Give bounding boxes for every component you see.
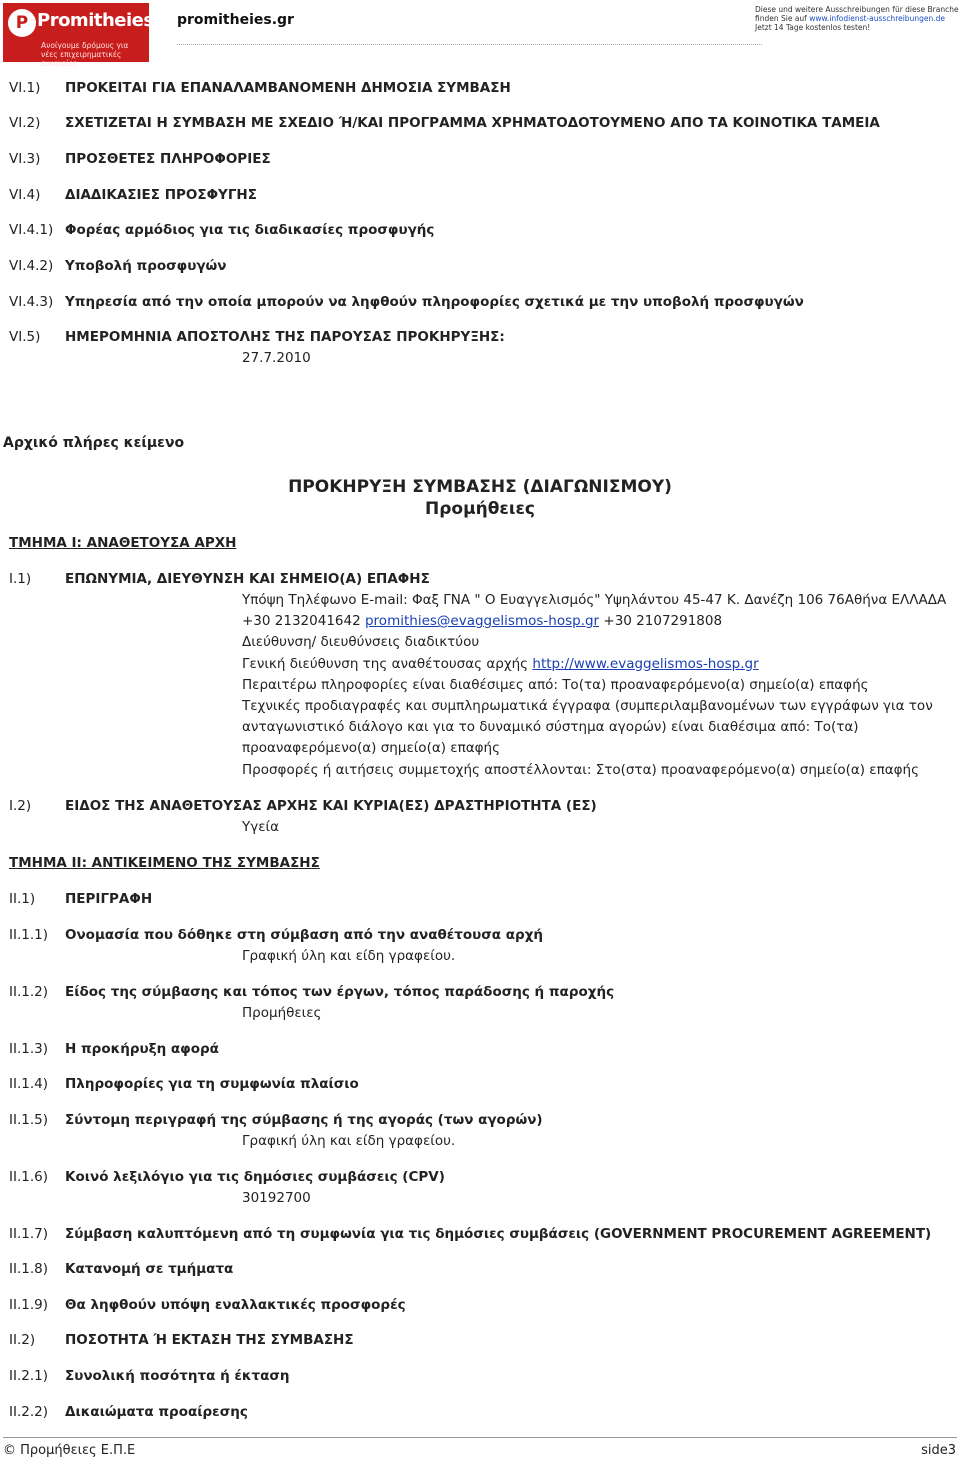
- item-number: VI.4.2): [9, 258, 54, 274]
- item-number: II.2.1): [9, 1368, 48, 1384]
- item-number: II.1.2): [9, 984, 48, 1000]
- item-label: Υποβολή προσφυγών: [65, 258, 227, 274]
- item-label: Κοινό λεξιλόγιο για τις δημόσιες συμβάσεις (CPV): [65, 1169, 445, 1185]
- item-number: II.1.1): [9, 927, 48, 943]
- item-label: Σύντομη περιγραφή της σύμβασης ή της αγοράς (των αγορών): [65, 1112, 543, 1128]
- logo-name: Promitheies.gr: [37, 10, 181, 31]
- item-label: ΠΡΟΚΕΙΤΑΙ ΓΙΑ ΕΠΑΝΑΛΑΜΒΑΝΟΜΕΝΗ ΔΗΜΟΣΙΑ ΣΥΜΒΑΣΗ: [65, 80, 511, 96]
- ad-text: Diese und weitere Ausschreibungen für diese Branche finden Sie auf: [755, 5, 959, 23]
- item-label: Δικαιώματα προαίρεσης: [65, 1404, 248, 1420]
- notice-title: ΠΡΟΚΗΡΥΞΗ ΣΥΜΒΑΣΗΣ (ΔΙΑΓΩΝΙΣΜΟΥ): [288, 477, 672, 497]
- item-label: Η προκήρυξη αφορά: [65, 1041, 219, 1057]
- item-label: Υπηρεσία από την οποία μπορούν να ληφθούν πληροφορίες σχετικά με την υποβολή προσφυγών: [65, 294, 804, 310]
- item-number: I.2): [9, 798, 32, 814]
- notice-subtitle: Προμήθειες: [425, 499, 535, 519]
- item-value: Γραφική ύλη και είδη γραφείου.: [242, 948, 456, 964]
- section-heading: ΤΜΗΜΑ II: ΑΝΤΙΚΕΙΜΕΝΟ ΤΗΣ ΣΥΜΒΑΣΗΣ: [9, 855, 320, 871]
- item-number: I.1): [9, 571, 32, 587]
- further-info: Περαιτέρω πληροφορίες είναι διαθέσιμες από: Το(τα) προαναφερόμενο(α) σημείο(α) επαφής: [242, 676, 869, 693]
- footer-copyright: © Προμήθειες Ε.Π.Ε: [3, 1443, 136, 1458]
- item-label: ΠΕΡΙΓΡΑΦΗ: [65, 891, 153, 907]
- item-value: Προμήθειες: [242, 1005, 322, 1021]
- logo-tagline: Ανοίγουμε δρόμους για νέες επιχειρηματικές ευκαιρίες: [41, 41, 129, 68]
- footer-divider: [3, 1437, 957, 1438]
- item-number: VI.4): [9, 187, 41, 203]
- item-label: Συνολική ποσότητα ή έκταση: [65, 1368, 290, 1384]
- contact-text: Υπόψη Τηλέφωνο E-mail: Φαξ ΓΝΑ " Ο Ευαγγελισμός" Υψηλάντου 45-47 Κ. Δανέζη 106 76Αθήνα ΕΛΛΑΔΑ +30 2132041642: [242, 592, 947, 630]
- site-logo[interactable]: [3, 3, 181, 68]
- dispatch-date: 27.7.2010: [242, 350, 311, 366]
- item-number: II.2): [9, 1332, 36, 1348]
- item-label: Ονομασία που δόθηκε στη σύμβαση από την αναθέτουσα αρχή: [65, 927, 544, 943]
- item-number: VI.3): [9, 151, 41, 167]
- item-value: Γραφική ύλη και είδη γραφείου.: [242, 1133, 456, 1149]
- item-number: VI.1): [9, 80, 41, 96]
- email-link[interactable]: promithies@evaggelismos-hosp.gr: [364, 613, 600, 630]
- item-label: ΗΜΕΡΟΜΗΝΙΑ ΑΠΟΣΤΟΛΗΣ ΤΗΣ ΠΑΡΟΥΣΑΣ ΠΡΟΚΗΡΥΞΗΣ:: [65, 329, 505, 345]
- item-number: II.2.2): [9, 1404, 48, 1420]
- item-number: VI.4.3): [9, 294, 54, 310]
- website-link[interactable]: http://www.evaggelismos-hosp.gr: [532, 655, 759, 672]
- site-name: promitheies.gr: [177, 12, 294, 28]
- ad-suffix: Jetzt 14 Tage kostenlos testen!: [755, 23, 871, 32]
- item-label: ΕΙΔΟΣ ΤΗΣ ΑΝΑΘΕΤΟΥΣΑΣ ΑΡΧΗΣ ΚΑΙ ΚΥΡΙΑ(ΕΣ) ΔΡΑΣΤΗΡΙΟΤΗΤΑ (ΕΣ): [65, 798, 597, 814]
- item-number: VI.2): [9, 115, 41, 131]
- item-number: II.1.4): [9, 1076, 48, 1092]
- logo-mark-icon: P: [8, 9, 36, 37]
- item-label: Σύμβαση καλυπτόμενη από τη συμφωνία για τις δημόσιες συμβάσεις (GOVERNMENT PROCUREMENT AGREEMENT): [65, 1226, 932, 1242]
- item-label: Πληροφορίες για τη συμφωνία πλαίσιο: [65, 1076, 359, 1092]
- item-label: Είδος της σύμβασης και τόπος των έργων, τόπος παράδοσης ή παροχής: [65, 984, 615, 1000]
- section-heading: ΤΜΗΜΑ I: ΑΝΑΘΕΤΟΥΣΑ ΑΡΧΗ: [9, 535, 237, 551]
- cpv-code: 30192700: [242, 1190, 311, 1206]
- ad-banner: [755, 5, 960, 32]
- tenders-info: Προσφορές ή αιτήσεις συμμετοχής αποστέλλονται: Στο(στα) προαναφερόμενο(α) σημείο(α) επαφής: [242, 761, 920, 778]
- header-divider: [177, 44, 762, 45]
- item-value: Υγεία: [242, 819, 279, 835]
- footer-page-label: side3: [921, 1443, 956, 1458]
- item-number: II.1.6): [9, 1169, 48, 1185]
- item-label: ΕΠΩΝΥΜΙΑ, ΔΙΕΥΘΥΝΣΗ ΚΑΙ ΣΗΜΕΙΟ(Α) ΕΠΑΦΗΣ: [65, 571, 430, 587]
- item-label: ΠΡΟΣΘΕΤΕΣ ΠΛΗΡΟΦΟΡΙΕΣ: [65, 151, 271, 167]
- internet-label: Διεύθυνση/ διευθύνσεις διαδικτύου: [242, 634, 480, 651]
- item-number: II.1): [9, 891, 36, 907]
- general-address-label: Γενική διεύθυνση της αναθέτουσας αρχής: [242, 655, 529, 672]
- ad-link[interactable]: www.infodienst-ausschreibungen.de: [809, 14, 945, 23]
- item-label: ΔΙΑΔΙΚΑΣΙΕΣ ΠΡΟΣΦΥΓΗΣ: [65, 187, 257, 203]
- item-number: VI.4.1): [9, 222, 54, 238]
- item-number: II.1.9): [9, 1297, 48, 1313]
- item-label: Φορέας αρμόδιος για τις διαδικασίες προσφυγής: [65, 222, 435, 238]
- item-label: Κατανομή σε τμήματα: [65, 1261, 234, 1277]
- contact-details: [242, 590, 947, 781]
- item-label: Θα ληφθούν υπόψη εναλλακτικές προσφορές: [65, 1297, 406, 1313]
- full-text-label: Αρχικό πλήρες κείμενο: [3, 435, 185, 451]
- item-number: II.1.5): [9, 1112, 48, 1128]
- item-number: II.1.7): [9, 1226, 48, 1242]
- specs-info: Τεχνικές προδιαγραφές και συμπληρωματικά έγγραφα (συμπεριλαμβανομένων των εγγράφων για τον ανταγωνιστικό διάλογο και για το δυναμικό σύστημα αγορών) είναι διαθέσιμα από: Το(τα) προαναφερόμενο(α) σημείο(α) επαφής: [242, 698, 933, 757]
- item-label: ΠΟΣΟΤΗΤΑ Ή ΕΚΤΑΣΗ ΤΗΣ ΣΥΜΒΑΣΗΣ: [65, 1332, 354, 1348]
- fax-number: +30 2107291808: [603, 613, 723, 630]
- item-number: II.1.8): [9, 1261, 48, 1277]
- item-number: VI.5): [9, 329, 41, 345]
- item-label: ΣΧΕΤΙΖΕΤΑΙ Η ΣΥΜΒΑΣΗ ΜΕ ΣΧΕΔΙΟ Ή/ΚΑΙ ΠΡΟΓΡΑΜΜΑ ΧΡΗΜΑΤΟΔΟΤΟΥΜΕΝΟ ΑΠΟ ΤΑ ΚΟΙΝΟΤΙΚΑ ΤΑΜΕΙΑ: [65, 115, 880, 131]
- item-number: II.1.3): [9, 1041, 48, 1057]
